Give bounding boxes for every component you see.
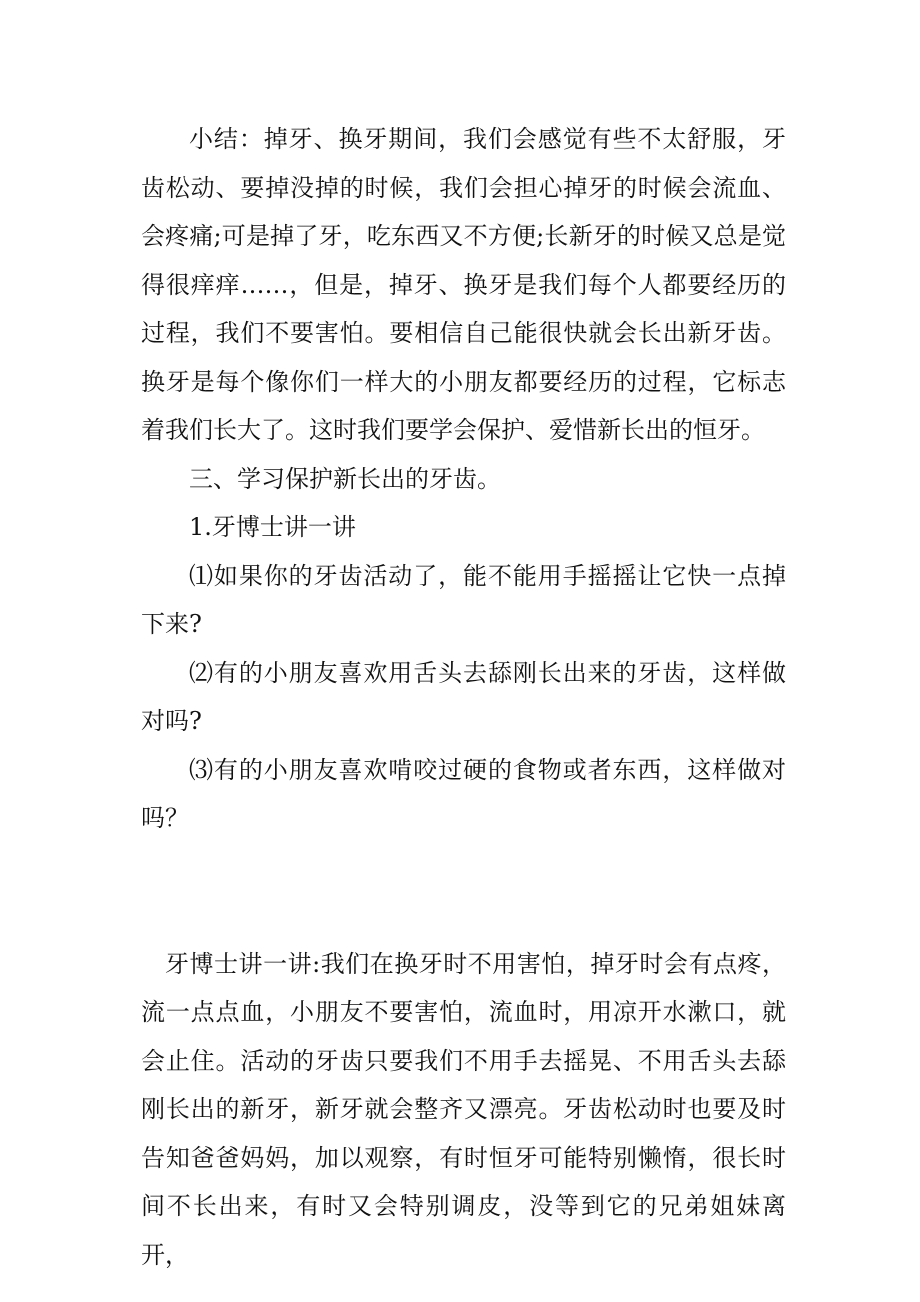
section-heading: 三、学习保护新长出的牙齿。 — [189, 464, 501, 493]
subsection-heading: 1.牙博士讲一讲 — [189, 513, 356, 541]
question-1: ⑴如果你的牙齿活动了，能不能用手摇摇让它快一点掉下来? — [141, 561, 786, 638]
question-3: ⑶有的小朋友喜欢啃咬过硬的食物或者东西，这样做对吗？ — [141, 755, 786, 832]
paragraph-gap — [141, 843, 786, 940]
question-2: ⑵有的小朋友喜欢用舌头去舔刚长出来的牙齿，这样做对吗? — [141, 658, 786, 735]
summary-paragraph: 小结：掉牙、换牙期间，我们会感觉有些不太舒服，牙齿松动、要掉没掉的时候，我们会担心掉牙的时候会流血、会疼痛;可是掉了牙，吃东西又不方便;长新牙的时候又总是觉得很痒痒……，但是，掉牙、换牙是我们每个人都要经历的过程，我们不要害怕。要相信自己能很快就会长出新牙齿。换牙是每个像你们一样大的小朋友都要经历的过程，它标志着我们长大了。这时我们要学会保护、爱惜新长出的恒牙。 — [141, 125, 786, 444]
document-body — [141, 115, 786, 1279]
doctor-explanation-paragraph: 牙博士讲一讲:我们在换牙时不用害怕，掉牙时会有点疼，流一点点血，小朋友不要害怕，流血时，用凉开水漱口，就会止住。活动的牙齿只要我们不用手去摇晃、不用舌头去舔刚长出的新牙，新牙就会整齐又漂亮。牙齿松动时也要及时告知爸爸妈妈，加以观察，有时恒牙可能特别懒惰，很长时间不长出来，有时又会特别调皮，没等到它的兄弟姐妹离开， — [141, 949, 786, 1269]
